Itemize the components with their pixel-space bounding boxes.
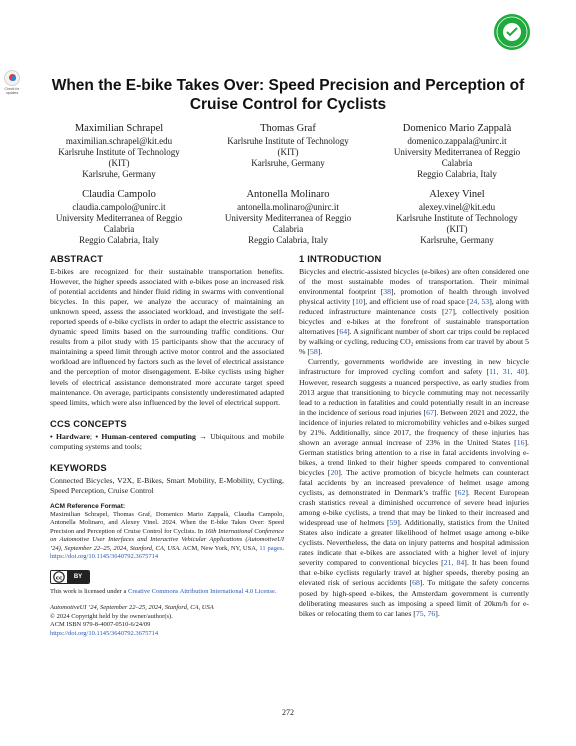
abstract-section bbox=[50, 253, 284, 408]
badge-text: Check for updates bbox=[4, 87, 20, 95]
intro-paragraph-2 bbox=[299, 357, 529, 618]
paper-title: When the E-bike Takes Over: Speed Precision and Perception of Cruise Control for Cyclists bbox=[51, 77, 525, 113]
paragraph-text: Bicycles and electric-assisted bicycles (e-bikes) are often considered one of the most sustainable modes of transportation. Their minimal environmental footprint [ bbox=[299, 267, 529, 297]
paragraph-text: ]. Between 2021 and 2022, the incidence of injuries related to micromobility vehicles and e-bikes surged by 21%. Additionally, since 2017, the frequency of these injuries has shown an average annual increase of 23% in the United States [ bbox=[299, 407, 529, 447]
isbn-line: ACM ISBN 979-8-4007-0510-6/24/09 bbox=[50, 621, 151, 629]
paragraph-text: ]. Recent European crash statistics reveal a diminished occurrence of severe head injuries among e-bike cyclists, a trend that may be linked to their increased and widespread use of helmets [ bbox=[299, 488, 530, 528]
paragraph-text: ]. Additionally, statistics from the United States also indicate a greater likelihood of helmet usage among e-bike cyclists. Nevertheless, the data on injury patterns and hospital admission rates indicate that e-bikes are associated with a higher level of injury severity compared to conventional bicycles [ bbox=[299, 518, 529, 568]
paragraph-text: Currently, governments worldwide are investing in new bicycle infrastructure for improved cycling comfort and safety [ bbox=[299, 357, 529, 377]
author-name: Claudia Campolo bbox=[82, 189, 156, 200]
update-icon bbox=[4, 70, 20, 86]
paragraph-text: ]. It has been found that e-bike cyclists regularly travel at higher speeds, thereby posing an elevated risk of serious accidents [ bbox=[299, 558, 529, 588]
author-affiliation-line: University Mediterranea of Reggio bbox=[224, 213, 352, 223]
ccs-arrow: → bbox=[195, 431, 211, 441]
author-affiliation-line: alexey.vinel@kit.edu bbox=[418, 202, 496, 212]
paragraph-text: ], promotion of health through involved physical activity [ bbox=[299, 287, 529, 307]
keywords-text: Connected Bicycles, V2X, E-Bikes, Smart Mobility, E-Mobility, Cycling, Speed Perception, Cruise Control bbox=[50, 475, 284, 495]
author-affiliation-line: Calabria bbox=[103, 224, 135, 234]
conference-info bbox=[50, 604, 284, 638]
author-affiliation-line: University Mediterranea of Reggio bbox=[393, 147, 521, 157]
left-column bbox=[50, 253, 284, 638]
author-block bbox=[44, 122, 194, 180]
author-name: Thomas Graf bbox=[260, 123, 316, 134]
copyright-line: © 2024 Copyright held by the owner/author(s). bbox=[50, 612, 173, 620]
citation-link[interactable]: 11, 31, 40 bbox=[489, 367, 525, 377]
page-number: 272 bbox=[282, 708, 294, 717]
citation-link[interactable]: 10 bbox=[354, 297, 363, 307]
author-name: Domenico Mario Zappalà bbox=[402, 123, 512, 134]
citation-link[interactable]: 21, 84 bbox=[443, 558, 465, 568]
ccs-text bbox=[50, 432, 284, 452]
ccs-sep: ; bbox=[89, 431, 96, 441]
paragraph-text: ], collectively position bicycles and e-bikes at the forefront of sustainable transportation alternatives [ bbox=[299, 307, 529, 337]
ccs-section bbox=[50, 418, 284, 452]
intro-paragraph-1 bbox=[299, 267, 529, 357]
author-affiliation-line: (KIT) bbox=[446, 224, 468, 234]
check-for-updates-badge[interactable] bbox=[4, 70, 22, 96]
license-link[interactable]: Creative Commons Attribution International 4.0 License. bbox=[127, 587, 277, 595]
author-affiliation-line: Karlsruhe Institute of Technology bbox=[227, 136, 349, 146]
author-name: Alexey Vinel bbox=[429, 189, 485, 200]
ref-pages-link[interactable]: 11 pages bbox=[259, 544, 283, 552]
author-block bbox=[382, 122, 532, 180]
citation-link[interactable]: 27 bbox=[444, 307, 453, 317]
author-affiliation-line: Karlsruhe, Germany bbox=[420, 235, 494, 245]
ref-part-3: . bbox=[282, 544, 284, 552]
author-block bbox=[382, 188, 532, 246]
citation-link[interactable]: 59 bbox=[389, 518, 398, 528]
right-column bbox=[299, 253, 529, 619]
license-section bbox=[50, 570, 284, 639]
author-row-2 bbox=[44, 188, 532, 246]
citation-link[interactable]: 16 bbox=[516, 437, 525, 447]
acm-reference-text bbox=[50, 511, 284, 562]
cc-badge-text: cc bbox=[55, 575, 63, 582]
author-name: Maximilian Schrapel bbox=[74, 123, 164, 134]
author-affiliation-line: (KIT) bbox=[108, 158, 130, 168]
author-affiliation-line: (KIT) bbox=[277, 147, 299, 157]
author-block bbox=[44, 188, 194, 246]
acm-reference-section bbox=[50, 502, 284, 562]
author-affiliation-line: Reggio Calabria, Italy bbox=[417, 169, 497, 179]
ccs-rest: Ubiquitous and mobile computing systems and tools; bbox=[50, 431, 284, 451]
paragraph-text: ]. The active promotion of bicycle helmets can counteract fatal accidents by an increased prevalence of helmet usage among cyclists, as demonstrated in Denmark’s traffic [ bbox=[299, 467, 529, 498]
author-block bbox=[213, 188, 363, 246]
author-name: Antonella Molinaro bbox=[246, 189, 330, 200]
author-affiliation-line: Karlsruhe Institute of Technology bbox=[396, 213, 518, 223]
citation-link[interactable]: 64 bbox=[339, 327, 348, 337]
author-affiliation-line: maximilian.schrapel@kit.edu bbox=[65, 136, 173, 146]
paragraph-text: ]. German statistics bring attention to a rise in fatal accidents involving e-bikes, a trend linked to their higher speeds compared to conventional bicycles [ bbox=[299, 437, 529, 477]
citation-link[interactable]: 67 bbox=[426, 407, 434, 417]
citation-link[interactable]: 75, 76 bbox=[415, 608, 436, 618]
citation-link[interactable]: 58 bbox=[309, 347, 318, 357]
ref-part-2: ACM, New York, NY, USA, bbox=[180, 544, 260, 552]
introduction-heading: 1 INTRODUCTION bbox=[299, 253, 382, 264]
author-affiliation-line: domenico.zappala@unirc.it bbox=[407, 136, 507, 146]
author-affiliation-line: claudia.campolo@unirc.it bbox=[72, 202, 166, 212]
introduction-section bbox=[299, 253, 529, 619]
author-block bbox=[213, 122, 363, 180]
ref-doi-link[interactable]: https://doi.org/10.1145/3640792.3675714 bbox=[50, 553, 159, 561]
acm-reference-heading: ACM Reference Format: bbox=[50, 502, 126, 510]
paragraph-text: ]. A significant number of short car trips could be replaced by walking or cycling, reducing CO₂ emissions from car travel by about 5 % [ bbox=[299, 327, 529, 357]
author-affiliation-line: Karlsruhe, Germany bbox=[251, 158, 325, 168]
paragraph-text: ], along with reduced infrastructure maintenance costs [ bbox=[299, 297, 530, 317]
paragraph-text: ]. To mitigate the safety concerns posed by high-speed e-bikes, the Amsterdam government is currently deliberating measures such as imposing a speed limit of 20km/h for e-bikes or relocating them to car lanes [ bbox=[299, 578, 529, 618]
author-affiliation-line: Reggio Calabria, Italy bbox=[248, 235, 328, 245]
paragraph-text: ]. However, research suggests a nuanced perspective, as early studies from 2013 argue that transitioning to bicycle commuting may not necessarily lead to a reduction in fatalities and could potentially result in an increase in the incidence of serious road injuries [ bbox=[299, 367, 529, 417]
ref-venue: 16th International Conference on Automotive User Interfaces and Interactive Vehicular Applications (AutomotiveUI ’24), September 22–25, 2024, Stanford, CA, USA. bbox=[50, 527, 284, 552]
ccs-hardware: • Hardware bbox=[50, 431, 90, 441]
abstract-text: E-bikes are recognized for their sustainable transportation benefits. However, the higher speeds associated with e-bikes pose an increased risk of potential accidents and hinder fluid riding in swarms with conventional bicycles. In this paper, we analyze the accuracy of maintaining an unknown speed, assess the associated workload, and investigate the self-reported speeds of e-bike cyclists in order to adapt the electric assistance to dynamic speed limits based on the surrounding traffic conditions. Our results from a pilot study with 15 participants show that the accuracy of maintaining a speed limit through active motor control and the associated workload are influenced by factors such as the level of electrical assistance and the perception of motor disengagement. E-bike cyclists using higher levels of electrical assistance demonstrated more accurate target speed maintenance. On average, participants consistently underestimated adapted speed limits, which were also influenced by the level of electrical support. bbox=[50, 267, 284, 407]
paragraph-text: ], and efficient use of road space [ bbox=[362, 297, 470, 307]
citation-link[interactable]: 68 bbox=[412, 578, 420, 588]
license-text bbox=[50, 588, 284, 597]
author-affiliation-line: Reggio Calabria, Italy bbox=[79, 235, 159, 245]
keywords-heading: KEYWORDS bbox=[50, 461, 107, 473]
author-affiliation-line: Karlsruhe Institute of Technology bbox=[58, 147, 180, 157]
keywords-section bbox=[50, 462, 284, 496]
author-affiliation-line: University Mediterranea of Reggio bbox=[55, 213, 183, 223]
citation-link[interactable]: 62 bbox=[457, 488, 466, 498]
author-affiliation-line: Calabria bbox=[441, 158, 473, 168]
paragraph-text: ]. bbox=[435, 608, 440, 618]
author-affiliation-line: Calabria bbox=[272, 224, 304, 234]
paragraph-text: ]. bbox=[317, 347, 323, 357]
ref-part-1: Maximilian Schrapel, Thomas Graf, Domenico Mario Zappalà, Claudia Campolo, Antonella Molinaro, and Alexey Vinel. 2024. When the E-bike Takes Over: Speed Precision and Perception of Cruise Control for Cyclists. In bbox=[50, 510, 284, 535]
citation-link[interactable]: 38 bbox=[383, 287, 392, 297]
doi-link[interactable]: https://doi.org/10.1145/3640792.3675714 bbox=[50, 629, 159, 637]
citation-link[interactable]: 24, 53 bbox=[469, 297, 490, 307]
abstract-heading: ABSTRACT bbox=[50, 253, 104, 264]
citation-link[interactable]: 20 bbox=[330, 467, 339, 477]
author-row-1 bbox=[44, 122, 532, 180]
conference-line: AutomotiveUI ’24, September 22–25, 2024, Stanford, CA, USA bbox=[50, 604, 214, 612]
cc-by-icon[interactable] bbox=[50, 570, 90, 584]
artifact-badge-icon bbox=[493, 13, 531, 51]
ccs-hcc: • Human-centered computing bbox=[95, 431, 196, 441]
by-badge-text: BY bbox=[67, 571, 89, 583]
license-prefix: This work is licensed under a bbox=[50, 587, 128, 595]
ccs-heading: CCS CONCEPTS bbox=[50, 417, 127, 429]
author-affiliation-line: antonella.molinaro@unirc.it bbox=[237, 202, 339, 212]
author-affiliation-line: Karlsruhe, Germany bbox=[82, 169, 156, 179]
